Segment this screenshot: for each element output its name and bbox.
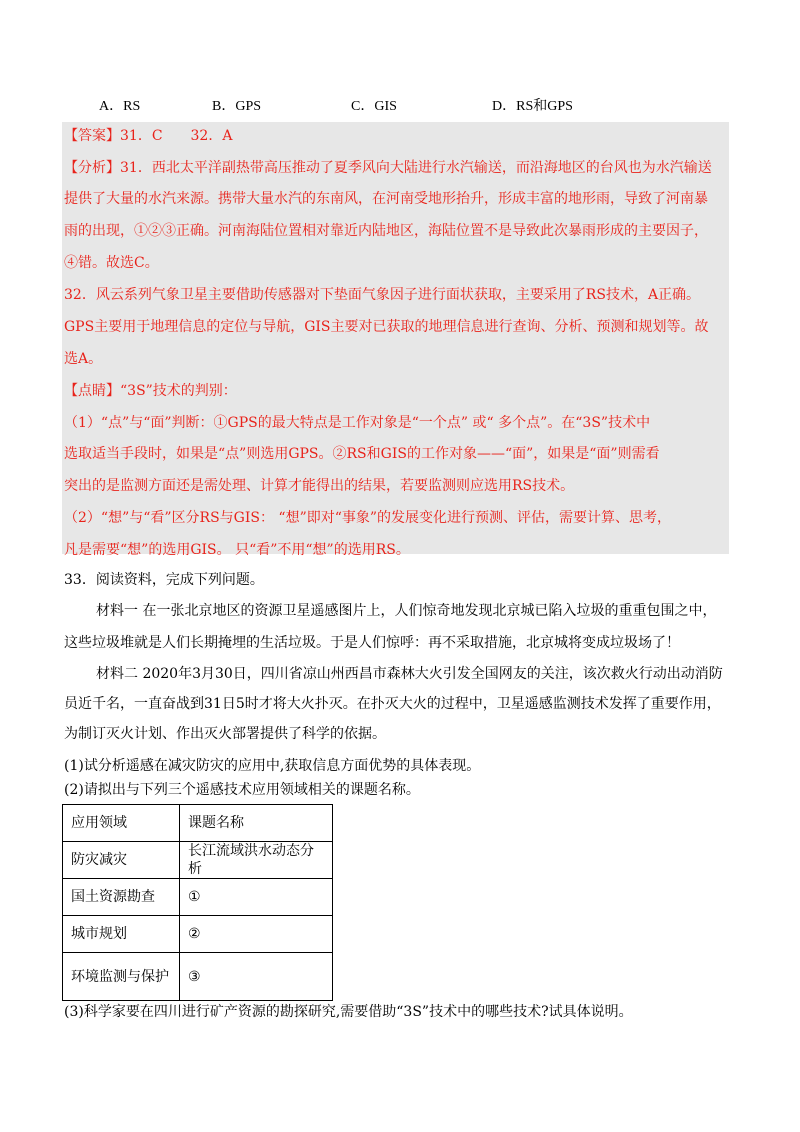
question-title: 33．阅读资料，完成下列问题。 (64, 572, 264, 588)
tip-line: 突出的是监测方面还是需处理、计算才能得出的结果，若要监测则应选用RS技术。 (64, 478, 575, 494)
table-cell: ② (180, 916, 333, 953)
tip-line: 选取适当手段时，如果是“点”则选用GPS。②RS和GIS的工作对象——“面”，如果是“面”则需看 (64, 446, 660, 462)
tip-title: 【点睛】“3S”技术的判别： (64, 383, 237, 399)
table-row (63, 842, 333, 879)
analysis-line: GPS主要用于地理信息的定位与导航，GIS主要对已获取的地理信息进行查询、分析、预测和规划等。故 (64, 319, 709, 335)
sub-question-3: (3)科学家要在四川进行矿产资源的勘探研究,需要借助“3S”技术中的哪些技术?试具体说明。 (64, 1004, 633, 1020)
table-header-cell: 应用领域 (63, 805, 180, 842)
option-a: A．RS (99, 99, 141, 114)
tip-line: （2）“想”与“看”区分RS与GIS： “想”即对“事象”的发展变化进行预测、评估，需要计算、思考， (64, 510, 672, 526)
material-two: 材料二 2020年3月30日，四川省凉山州西昌市森林大火引发全国网友的关注，该次救火行动出动消防 (96, 666, 723, 682)
table-cell: 城市规划 (63, 916, 180, 953)
table-row (63, 879, 333, 916)
analysis-line: 提供了大量的水汽来源。携带大量水汽的东南风，在河南受地形抬升，形成丰富的地形雨，导致了河南暴 (64, 191, 708, 207)
analysis-line: 32．风云系列气象卫星主要借助传感器对下垫面气象因子进行面状获取，主要采用了RS技术，A正确。 (64, 287, 701, 303)
option-d: D．RS和GPS (492, 99, 573, 114)
material-two-cont: 员近千名，一直奋战到31日5时才将大火扑灭。在扑灭大火的过程中，卫星遥感监测技术发挥了重要作用， (64, 696, 721, 712)
table-row (63, 953, 333, 1001)
table-cell: 国土资源勘查 (63, 879, 180, 916)
analysis-line: 【分析】31．西北太平洋副热带高压推动了夏季风向大陆进行水汽输送，而沿海地区的台风也为水汽输送 (64, 160, 712, 176)
answer-line: 【答案】31．C 32．A (64, 128, 233, 144)
table-cell: 长江流域洪水动态分析 (180, 842, 333, 879)
option-c: C．GIS (351, 99, 397, 114)
table-header-row (63, 805, 333, 842)
analysis-line: 雨的出现，①②③正确。河南海陆位置相对靠近内陆地区，海陆位置不是导致此次暴雨形成的主要因子， (64, 223, 708, 239)
option-b: B．GPS (212, 99, 262, 114)
material-two-cont: 为制订灭火计划、作出灭火部署提供了科学的依据。 (64, 726, 386, 742)
analysis-line: 选A。 (64, 351, 103, 367)
sub-question-1: (1)试分析遥感在减灾防灾的应用中,获取信息方面优势的具体表现。 (64, 758, 481, 774)
table-cell: 防灾减灾 (63, 842, 180, 879)
table-header-cell: 课题名称 (180, 805, 333, 842)
material-one-cont: 这些垃圾堆就是人们长期掩埋的生活垃圾。于是人们惊呼：再不采取措施，北京城将变成垃圾场了！ (64, 635, 680, 651)
table-row (63, 916, 333, 953)
table-cell: 环境监测与保护 (63, 953, 180, 1001)
topic-table (62, 804, 333, 1001)
material-one: 材料一 在一张北京地区的资源卫星遥感图片上，人们惊奇地发现北京城已陷入垃圾的重重包围之中， (96, 603, 717, 619)
analysis-line: ④错。故选C。 (64, 255, 159, 271)
tip-line: （1）“点”与“面”判断：①GPS的最大特点是工作对象是“一个点” 或“ 多个点”。在“3S”技术中 (64, 415, 651, 431)
tip-line: 凡是需要“想”的选用GIS。 只“看”不用“想”的选用RS。 (64, 542, 410, 558)
table-cell: ① (180, 879, 333, 916)
table-cell: ③ (180, 953, 333, 1001)
sub-question-2: (2)请拟出与下列三个遥感技术应用领域相关的课题名称。 (64, 782, 420, 798)
